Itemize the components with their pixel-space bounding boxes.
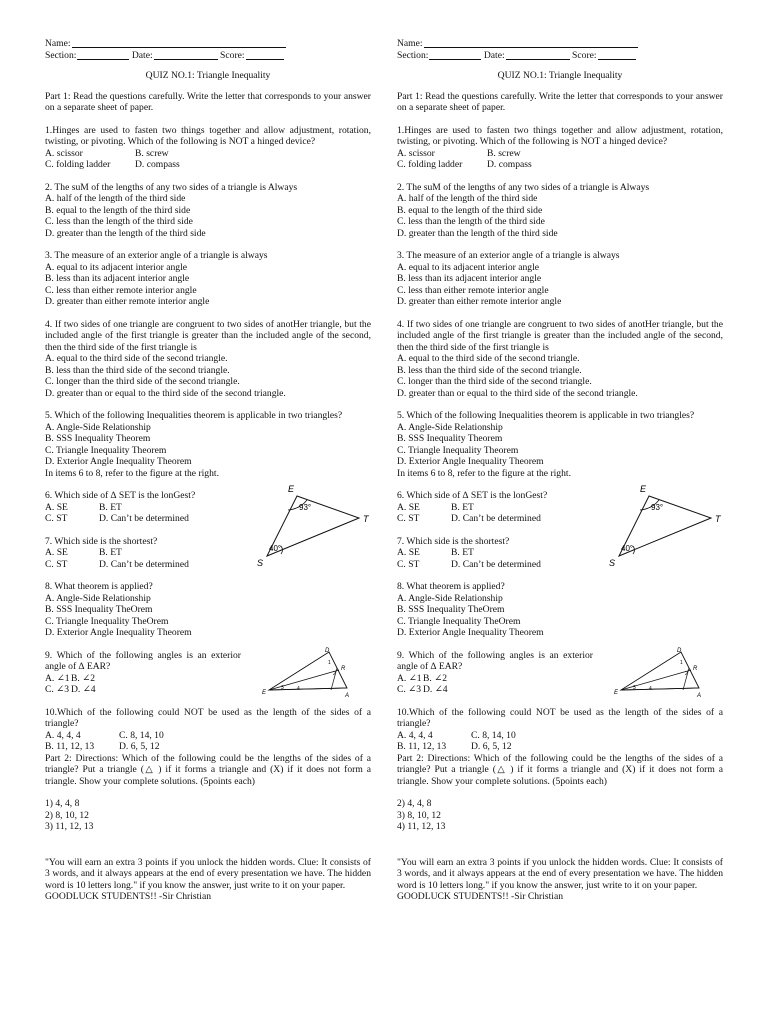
name-label: Name: xyxy=(397,38,423,49)
option: D. 6, 5, 12 xyxy=(471,741,512,752)
vertex-a-label: A xyxy=(345,692,350,698)
question-stem: 10.Which of the following could NOT be used as the length of the sides of a triangle? xyxy=(397,706,723,729)
score-label: Score: xyxy=(220,49,245,61)
figure-set-block xyxy=(397,484,723,570)
option: D. greater than the length of the third side xyxy=(397,227,558,239)
question-stem: 3. The measure of an exterior angle of a triangle is always xyxy=(45,250,268,261)
option: C. 8, 14, 10 xyxy=(119,729,164,741)
option: D. greater than or equal to the third side of the second triangle. xyxy=(397,387,638,399)
option: D. Can’t be determined xyxy=(99,513,189,524)
angle-4-label: 4 xyxy=(297,685,300,692)
angle-s-label: 40° xyxy=(269,544,282,553)
option: A. equal to the third side of the second triangle. xyxy=(397,353,580,364)
question-9 xyxy=(45,647,371,698)
angle-e-label: 93° xyxy=(651,503,664,512)
part2-item: 2) 8, 10, 12 xyxy=(45,809,89,821)
part1-instructions: Part 1: Read the questions carefully. Write the letter that corresponds to your answer on a separate sheet of paper. xyxy=(45,90,371,113)
question-5 xyxy=(397,410,723,479)
triangle-set-figure xyxy=(257,484,377,566)
option: B. 11, 12, 13 xyxy=(397,741,447,752)
option: A. 4, 4, 4 xyxy=(45,729,81,741)
question-2 xyxy=(397,182,723,240)
part2-items xyxy=(397,798,723,833)
part2-directions: Part 2: Directions: Which of the following could be the lengths of the sides of a triangle? Put a triangle (△ ) if it forms a triangle and (X) if it does not form a triangle. Show your complete solutions. (5points each) xyxy=(45,752,371,787)
option: C. longer than the third side of the second triangle. xyxy=(397,376,592,387)
option: B. ET xyxy=(451,501,474,513)
question-stem: 1.Hinges are used to fasten two things together and allow adjustment, rotation, twisting, or pivoting. Which of the following is NOT a hinged device? xyxy=(45,124,371,147)
question-4 xyxy=(397,319,723,400)
question-2 xyxy=(45,182,371,240)
option: A. SE xyxy=(397,501,420,513)
angle-1-label: 1 xyxy=(680,659,683,666)
angle-e-label: 93° xyxy=(299,503,312,512)
option: A. half of the length of the third side xyxy=(45,193,186,204)
signoff: GOODLUCK STUDENTS!! -Sir Christian xyxy=(397,891,564,902)
option: B. less than its adjacent interior angle xyxy=(397,273,542,284)
option: B. ET xyxy=(99,547,122,558)
vertex-s-label: S xyxy=(609,558,616,566)
angle-1-label: 1 xyxy=(328,659,331,666)
question-8 xyxy=(397,581,723,639)
angle-4-label: 4 xyxy=(649,685,652,692)
option: B. SSS Inequality Theorem xyxy=(45,433,151,444)
date-label: Date: xyxy=(483,49,505,61)
option: A. Angle-Side Relationship xyxy=(397,592,503,604)
part1-instructions: Part 1: Read the questions carefully. Write the letter that corresponds to your answer on a separate sheet of paper. xyxy=(397,90,723,113)
vertex-r-label: R xyxy=(693,665,698,672)
option: D. 6, 5, 12 xyxy=(119,741,160,752)
question-4 xyxy=(45,319,371,400)
question-stem: 6. Which side of ∆ SET is the lonGest? xyxy=(397,490,548,501)
options xyxy=(45,673,165,696)
quiz-column-left xyxy=(45,38,371,903)
question-stem: 6. Which side of ∆ SET is the lonGest? xyxy=(45,490,196,501)
question-8 xyxy=(45,581,371,639)
option: C. folding ladder xyxy=(397,159,463,170)
vertex-a-label: A xyxy=(697,692,702,698)
vertex-e-label: E xyxy=(640,484,647,494)
option: A. equal to its adjacent interior angle xyxy=(397,261,539,273)
segment-er xyxy=(621,670,691,690)
part2-item: 1) 4, 4, 8 xyxy=(45,798,80,809)
option: D. greater than the length of the third side xyxy=(45,227,206,239)
options xyxy=(45,148,371,171)
section-label: Section: xyxy=(45,49,77,61)
quiz-title: QUIZ NO.1: Triangle Inequality xyxy=(145,70,271,81)
vertex-t-label: T xyxy=(363,514,369,524)
question-stem: 8. What theorem is applied? xyxy=(397,581,505,592)
option: B. equal to the length of the third side xyxy=(45,204,191,216)
question-stem: 2. The suM of the lengths of any two sides of a triangle is Always xyxy=(45,181,298,193)
figure-note: In items 6 to 8, refer to the figure at the right. xyxy=(397,467,571,479)
angle-2-label: 2 xyxy=(333,670,336,677)
option: C. longer than the third side of the second triangle. xyxy=(45,376,240,387)
question-stem: 7. Which side is the shortest? xyxy=(397,535,510,547)
option: D. Can’t be determined xyxy=(451,513,541,524)
option: B. less than the third side of the second triangle. xyxy=(397,364,582,376)
question-stem: 8. What theorem is applied? xyxy=(45,581,153,592)
question-1 xyxy=(45,125,371,171)
part2-directions: Part 2: Directions: Which of the following could be the lengths of the sides of a triangle? Put a triangle (△ ) if it forms a triangle and (X) if it does not form a triangle. Show your complete solutions. (5points each) xyxy=(397,752,723,787)
part2-items xyxy=(45,798,371,833)
question-10 xyxy=(45,707,371,753)
vertex-t-label: T xyxy=(715,514,721,524)
name-label: Name: xyxy=(45,38,71,49)
triangle-ear-figure xyxy=(261,646,353,698)
figure-set-block xyxy=(45,484,371,570)
option: C. less than the length of the third side xyxy=(45,216,193,227)
vertex-d-label: D xyxy=(325,647,330,654)
option: D. compass xyxy=(135,159,180,170)
bonus-note: "You will earn an extra 3 points if you unlock the hidden words. Clue: It consists of 3 words, and it always appears at the end of every presentation we have. The hidden word is 10 letters long." if you know the answer, just write to it on your paper. xyxy=(45,856,371,891)
option: D. ∠4 xyxy=(423,684,448,695)
option: A. Angle-Side Relationship xyxy=(397,421,503,433)
option: C. less than the length of the third side xyxy=(397,216,545,227)
question-stem: 7. Which side is the shortest? xyxy=(45,535,158,547)
section-blank xyxy=(77,50,129,60)
question-stem: 5. Which of the following Inequalities theorem is applicable in two triangles? xyxy=(45,410,343,421)
option: A. SE xyxy=(45,501,68,513)
question-1 xyxy=(397,125,723,171)
option: A. ∠1 xyxy=(45,672,70,684)
vertex-s-label: S xyxy=(257,558,264,566)
triangle-ear-figure xyxy=(613,646,705,698)
score-label: Score: xyxy=(572,49,597,61)
option: B. screw xyxy=(487,147,521,159)
question-stem: 9. Which of the following angles is an exterior angle of ∆ EAR? xyxy=(397,649,593,672)
option: B. SSS Inequality TheOrem xyxy=(45,604,153,615)
option: C. Triangle Inequality Theorem xyxy=(397,444,519,456)
vertex-e-label: E xyxy=(262,689,267,696)
angle-s-label: 40° xyxy=(621,544,634,553)
option: C. ST xyxy=(397,558,420,570)
option: B. less than its adjacent interior angle xyxy=(45,273,190,284)
option: A. 4, 4, 4 xyxy=(397,729,433,741)
option: D. Exterior Angle Inequality Theorem xyxy=(397,627,544,638)
angle-3-label: 3 xyxy=(633,684,636,691)
option: A. equal to its adjacent interior angle xyxy=(45,261,187,273)
question-stem: 10.Which of the following could NOT be used as the length of the sides of a triangle? xyxy=(45,706,371,729)
option: C. Triangle Inequality Theorem xyxy=(45,444,167,456)
date-blank xyxy=(506,50,570,60)
segment-er xyxy=(269,670,339,690)
score-blank xyxy=(246,50,284,60)
section-blank xyxy=(429,50,481,60)
name-blank xyxy=(424,38,638,48)
question-stem: 5. Which of the following Inequalities theorem is applicable in two triangles? xyxy=(397,410,695,421)
triangle-set-figure xyxy=(609,484,729,566)
quiz-title: QUIZ NO.1: Triangle Inequality xyxy=(497,70,623,81)
angle-2-label: 2 xyxy=(685,670,688,677)
option: D. greater than either remote interior angle xyxy=(397,296,562,307)
option: C. less than either remote interior angle xyxy=(45,284,197,296)
options xyxy=(397,673,517,696)
option: D. Exterior Angle Inequality Theorem xyxy=(45,627,192,638)
option: C. 8, 14, 10 xyxy=(471,729,516,741)
question-5 xyxy=(45,410,371,479)
option: B. ET xyxy=(99,501,122,513)
option: D. greater than either remote interior angle xyxy=(45,296,210,307)
option: C. Triangle Inequality TheOrem xyxy=(397,615,521,627)
date-blank xyxy=(154,50,218,60)
option: D. Exterior Angle Inequality Theorem xyxy=(45,456,192,467)
part2-item: 4) 11, 12, 13 xyxy=(397,821,446,832)
question-stem: 4. If two sides of one triangle are congruent to two sides of anotHer triangle, but the included angle of the first triangle is greater than the included angle of the second, then the third side of the first triangle is xyxy=(397,318,723,353)
options xyxy=(397,148,723,171)
option: B. SSS Inequality Theorem xyxy=(397,433,503,444)
option: C. ST xyxy=(45,513,68,524)
vertex-e-label: E xyxy=(614,689,619,696)
date-label: Date: xyxy=(131,49,153,61)
option: B. less than the third side of the second triangle. xyxy=(45,364,230,376)
option: A. half of the length of the third side xyxy=(397,193,538,204)
option: A. ∠1 xyxy=(397,672,422,684)
option: A. scissor xyxy=(397,147,435,159)
option: B. ∠2 xyxy=(71,672,96,684)
option: C. less than either remote interior angle xyxy=(397,284,549,296)
option: C. ST xyxy=(45,558,68,570)
name-blank xyxy=(72,38,286,48)
option: A. equal to the third side of the second triangle. xyxy=(45,353,228,364)
options xyxy=(397,730,723,753)
student-header xyxy=(45,38,371,61)
option: B. ET xyxy=(451,547,474,558)
option: D. compass xyxy=(487,159,532,170)
option: B. SSS Inequality TheOrem xyxy=(397,604,505,615)
section-label: Section: xyxy=(397,49,429,61)
option: A. Angle-Side Relationship xyxy=(45,592,151,604)
student-header xyxy=(397,38,723,61)
question-stem: 4. If two sides of one triangle are congruent to two sides of anotHer triangle, but the included angle of the first triangle is greater than the included angle of the second, then the third side of the first triangle is xyxy=(45,318,371,353)
option: C. ∠3 xyxy=(45,684,70,695)
option: D. Exterior Angle Inequality Theorem xyxy=(397,456,544,467)
option: C. ∠3 xyxy=(397,684,422,695)
vertex-r-label: R xyxy=(341,665,346,672)
option: D. greater than or equal to the third side of the second triangle. xyxy=(45,387,286,399)
part2-item: 3) 11, 12, 13 xyxy=(45,821,94,832)
figure-note: In items 6 to 8, refer to the figure at the right. xyxy=(45,467,219,479)
question-stem: 1.Hinges are used to fasten two things together and allow adjustment, rotation, twisting, or pivoting. Which of the following is NOT a hinged device? xyxy=(397,124,723,147)
quiz-column-right xyxy=(397,38,723,903)
question-9 xyxy=(397,647,723,698)
option: A. Angle-Side Relationship xyxy=(45,421,151,433)
option: D. ∠4 xyxy=(71,684,96,695)
vertex-e-label: E xyxy=(288,484,295,494)
vertex-d-label: D xyxy=(677,647,682,654)
angle-3-label: 3 xyxy=(281,684,284,691)
option: C. Triangle Inequality TheOrem xyxy=(45,615,169,627)
option: C. folding ladder xyxy=(45,159,111,170)
score-blank xyxy=(598,50,636,60)
option: A. scissor xyxy=(45,147,83,159)
option: A. SE xyxy=(45,547,68,558)
options xyxy=(45,730,371,753)
signoff: GOODLUCK STUDENTS!! -Sir Christian xyxy=(45,891,212,902)
question-stem: 2. The suM of the lengths of any two sides of a triangle is Always xyxy=(397,181,650,193)
bonus-note: "You will earn an extra 3 points if you unlock the hidden words. Clue: It consists of 3 words, and it always appears at the end of every presentation we have. The hidden word is 10 letters long." if you know the answer, just write to it on your paper. xyxy=(397,856,723,891)
option: B. equal to the length of the third side xyxy=(397,204,543,216)
part2-item: 3) 8, 10, 12 xyxy=(397,809,441,821)
part2-item: 2) 4, 4, 8 xyxy=(397,798,432,809)
option: D. Can’t be determined xyxy=(99,558,189,570)
option: B. screw xyxy=(135,147,169,159)
question-3 xyxy=(397,250,723,308)
question-stem: 3. The measure of an exterior angle of a triangle is always xyxy=(397,250,620,261)
option: C. ST xyxy=(397,513,420,524)
question-3 xyxy=(45,250,371,308)
question-stem: 9. Which of the following angles is an exterior angle of ∆ EAR? xyxy=(45,649,241,672)
option: D. Can’t be determined xyxy=(451,558,541,570)
option: B. 11, 12, 13 xyxy=(45,741,95,752)
option: A. SE xyxy=(397,547,420,558)
question-10 xyxy=(397,707,723,753)
option: B. ∠2 xyxy=(423,672,448,684)
